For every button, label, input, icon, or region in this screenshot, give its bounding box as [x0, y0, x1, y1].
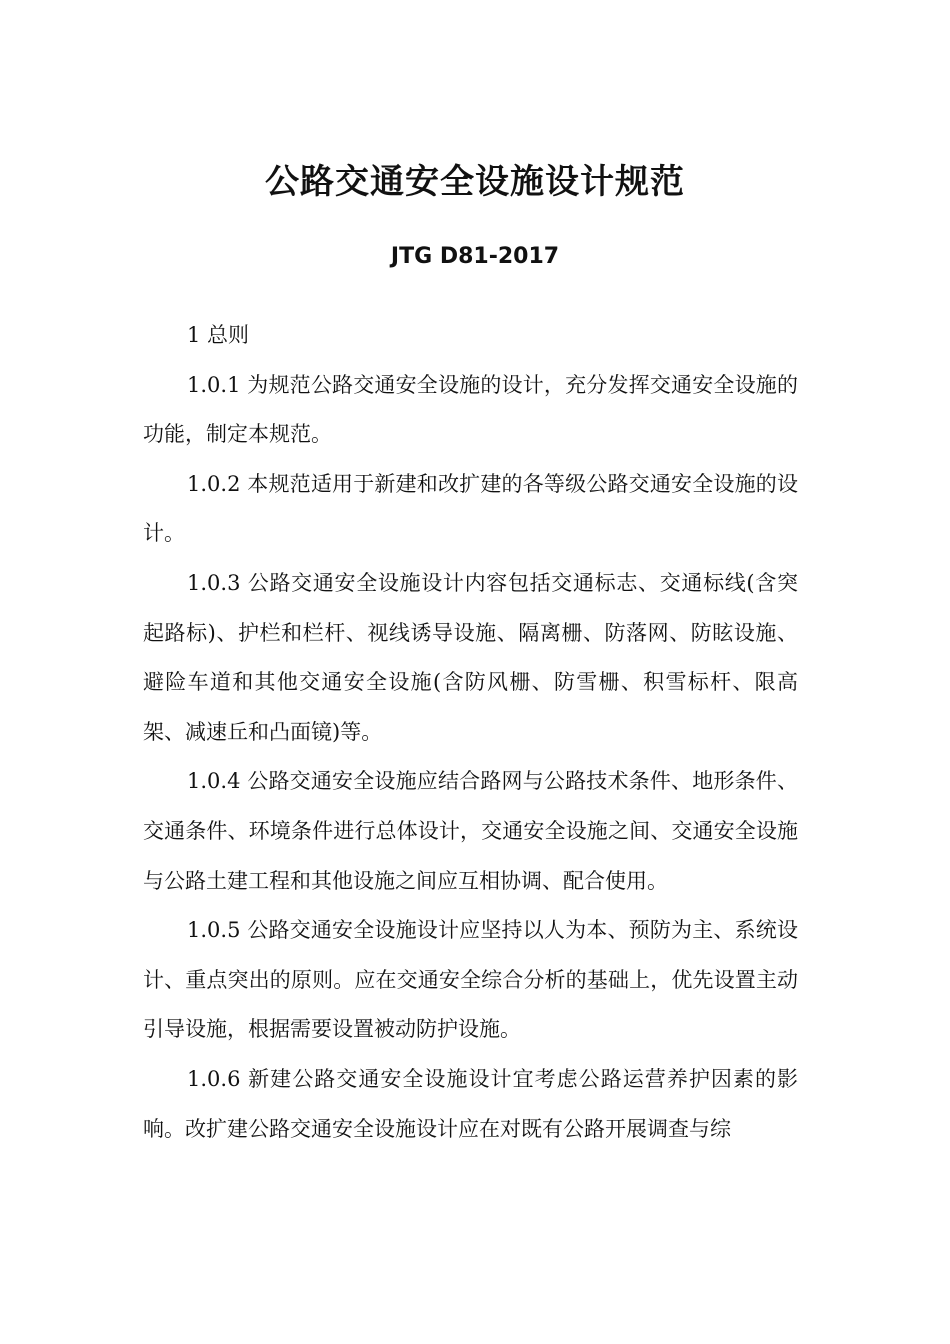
- section-heading: 1 总则: [187, 323, 250, 347]
- clause-paragraph: 1.0.2 本规范适用于新建和改扩建的各等级公路交通安全设施的设计。: [143, 471, 798, 546]
- clause-paragraph: 1.0.4 公路交通安全设施应结合路网与公路技术条件、地形条件、交通条件、环境条件进行总体设计，交通安全设施之间、交通安全设施与公路土建工程和其他设施之间应互相协调、配合使用。: [143, 769, 798, 893]
- document-title: 公路交通安全设施设计规范: [265, 162, 685, 202]
- clause-paragraph: 1.0.5 公路交通安全设施设计应坚持以人为本、预防为主、系统设计、重点突出的原则。应在交通安全综合分析的基础上，优先设置主动引导设施，根据需要设置被动防护设施。: [143, 918, 798, 1042]
- document-body: [143, 311, 798, 1154]
- standard-code: JTG D81-2017: [390, 244, 560, 269]
- clause-paragraph: 1.0.1 为规范公路交通安全设施的设计，充分发挥交通安全设施的功能，制定本规范。: [143, 372, 798, 447]
- clause-paragraph: 1.0.6 新建公路交通安全设施设计宜考虑公路运营养护因素的影响。改扩建公路交通安全设施设计应在对既有公路开展调查与综: [143, 1066, 798, 1141]
- clause-paragraph: 1.0.3 公路交通安全设施设计内容包括交通标志、交通标线(含突起路标)、护栏和栏杆、视线诱导设施、隔离栅、防落网、防眩设施、避险车道和其他交通安全设施(含防风栅、防雪栅、积雪标杆、限高架、减速丘和凸面镜)等。: [143, 570, 798, 744]
